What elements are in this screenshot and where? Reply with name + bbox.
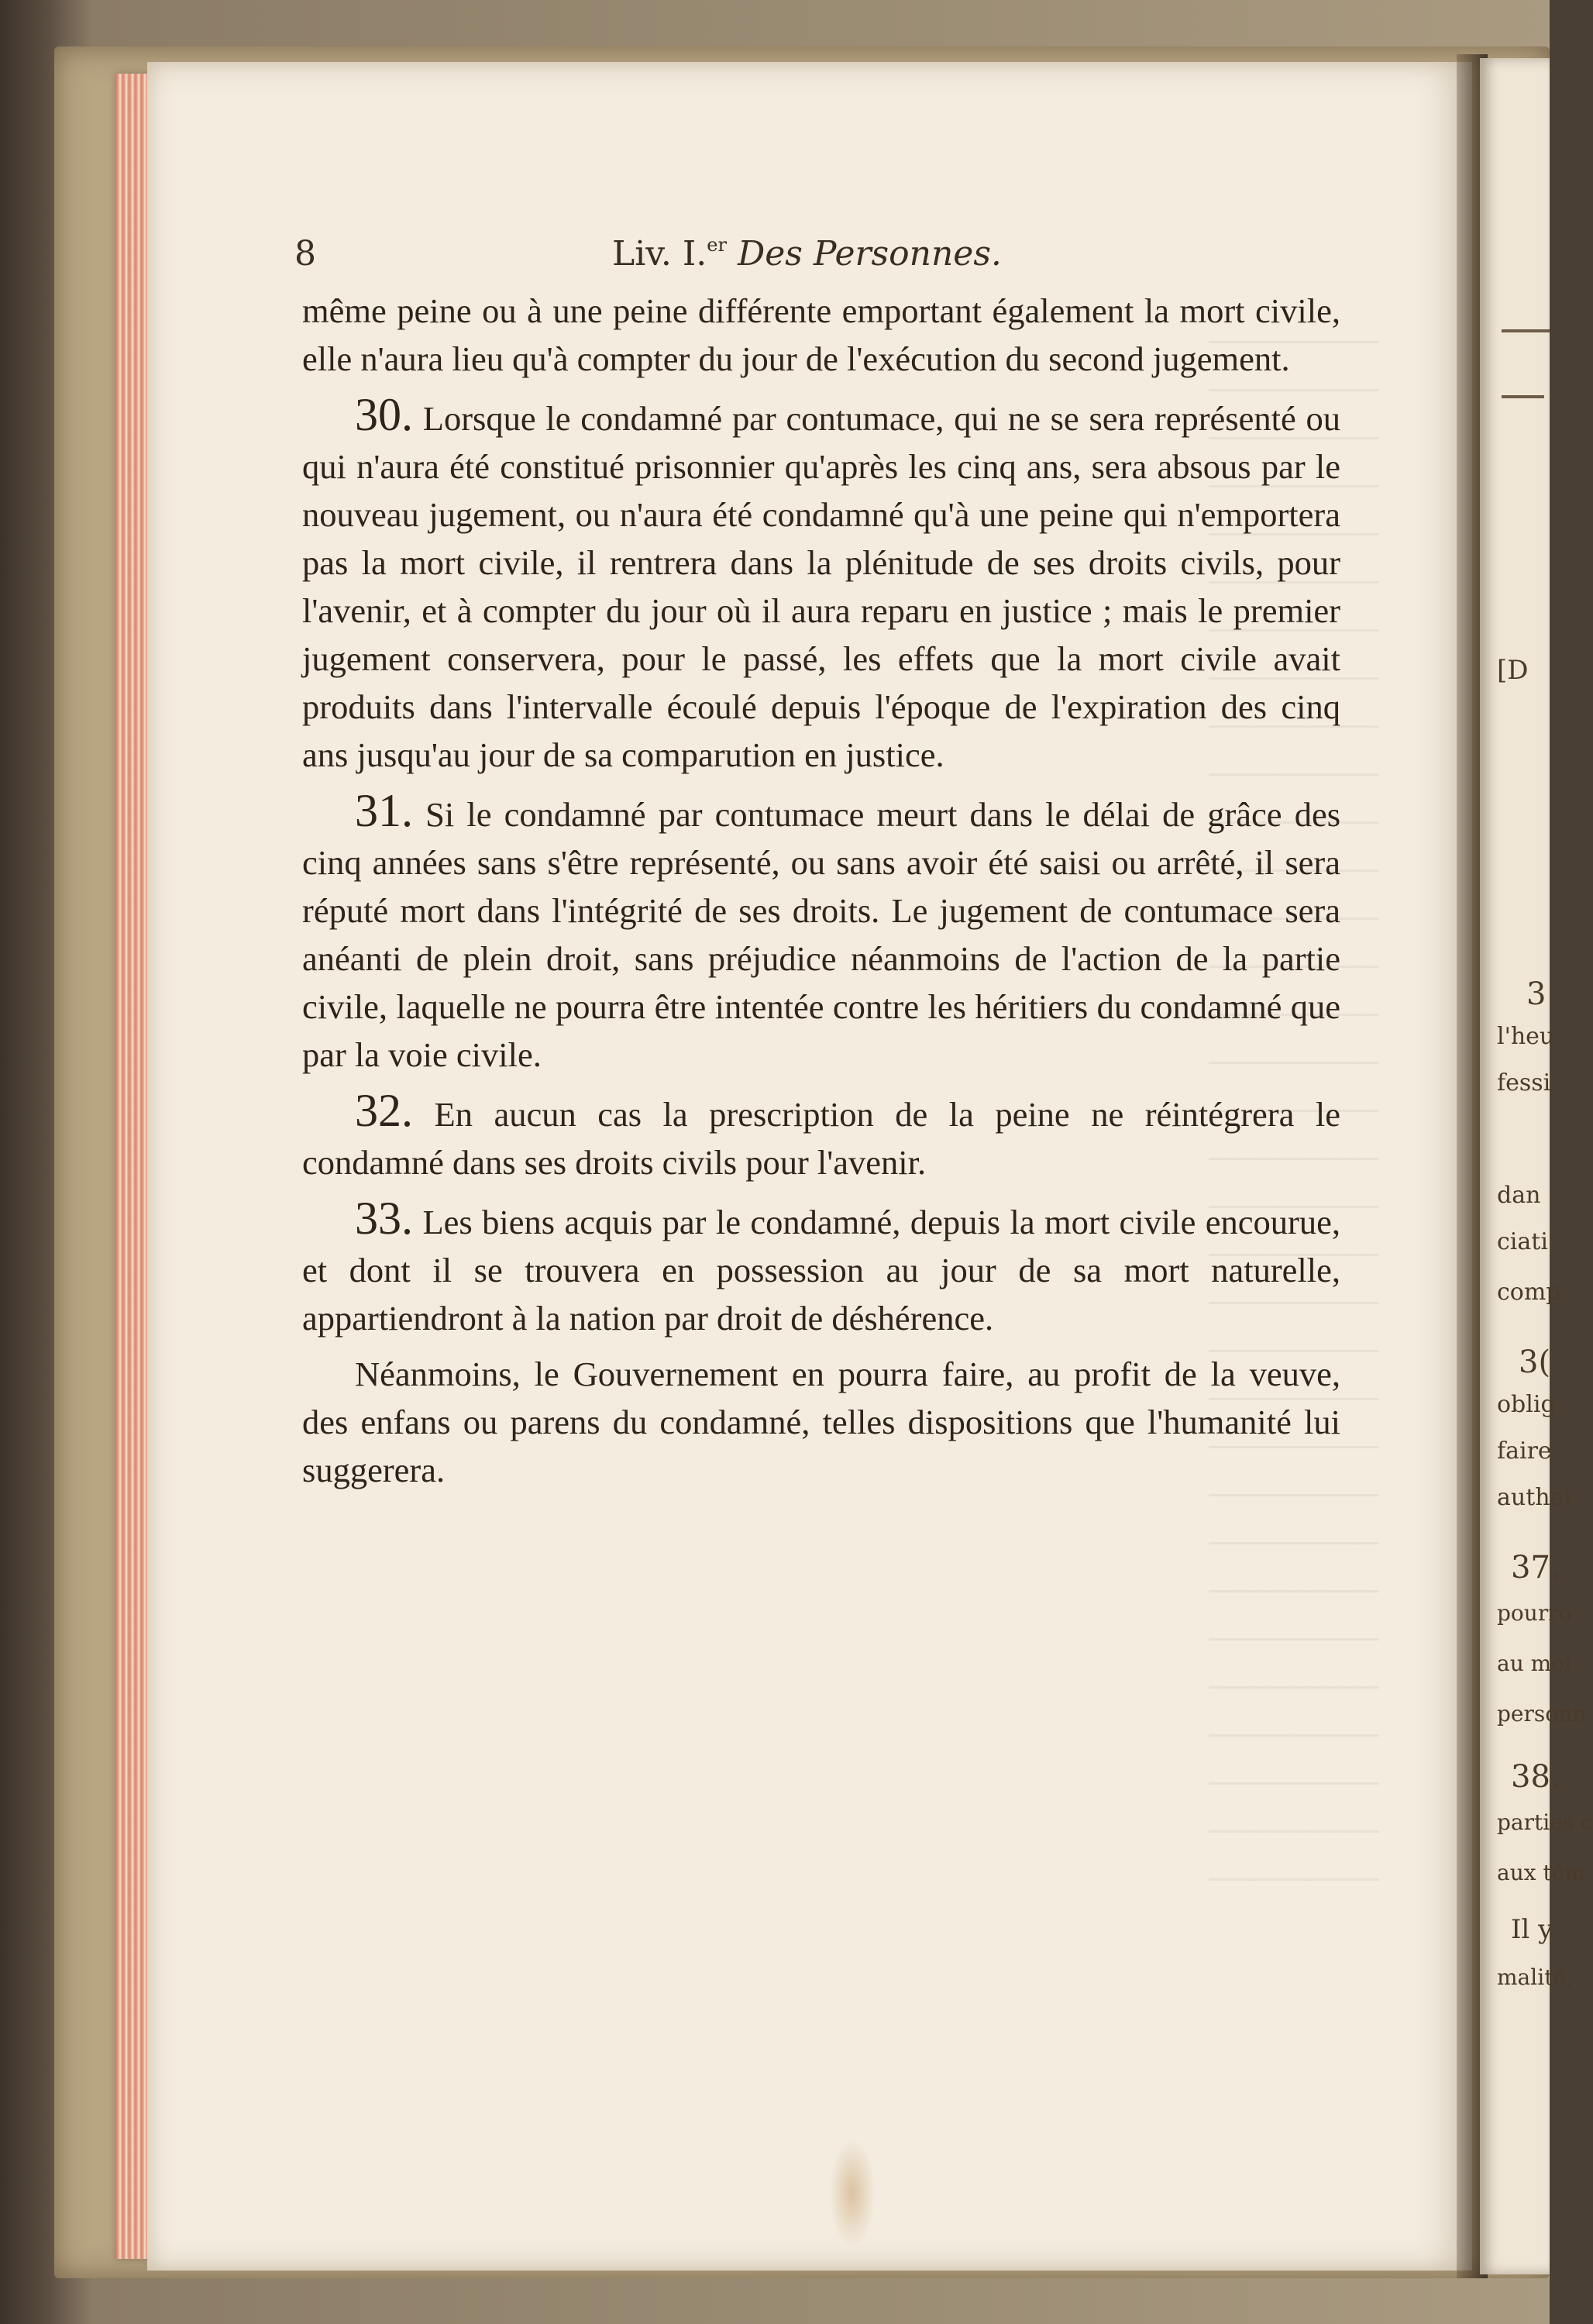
article-33 xyxy=(302,1194,1340,1342)
facing-text: 3( xyxy=(1519,1344,1551,1380)
article-number: 32. xyxy=(355,1085,413,1136)
body-text xyxy=(302,287,1340,1502)
facing-text: malité, xyxy=(1497,1964,1573,1990)
facing-text: [D xyxy=(1497,655,1529,686)
facing-text: faire xyxy=(1497,1437,1552,1465)
paragraph-text: Néanmoins, le Gouvernement en pourra faire, au profit de la veuve, des enfans ou parens du condamné, telles dispositions que l'humanité lui suggerera. xyxy=(302,1355,1340,1489)
facing-text: authei xyxy=(1497,1484,1571,1511)
facing-text: aux tém xyxy=(1497,1860,1585,1885)
facing-text: oblig xyxy=(1497,1391,1556,1418)
facing-text: parties c xyxy=(1497,1809,1593,1835)
facing-text: 37. xyxy=(1511,1550,1560,1585)
facing-text: 38. xyxy=(1511,1759,1560,1795)
article-33-second-paragraph xyxy=(302,1350,1340,1494)
paragraph-continuation xyxy=(302,287,1340,383)
paper-stain xyxy=(829,2139,876,2247)
page-number: 8 xyxy=(294,234,316,274)
facing-text: au moi xyxy=(1497,1651,1571,1676)
paragraph-text: Les biens acquis par le condamné, depuis la mort civile encourue, et dont il se trouvera en possession au jour de sa mort naturelle, appartiendront à la nation par droit de déshérence. xyxy=(302,1203,1340,1338)
paragraph-text: Si le condamné par contumace meurt dans le délai de grâce des cinq années sans s'être représenté, ou sans avoir été saisi ou arrêté, il sera réputé mort dans l'intégrité de ses droits. Le jugement de contumace sera anéanti de plein droit, sans préjudice néanmoins de l'action de la partie civile, laquelle ne pourra être intentée contre les héritiers du condamné que par la voie civile. xyxy=(302,795,1341,1074)
facing-text: Il y xyxy=(1511,1914,1553,1945)
paragraph-text: En aucun cas la prescription de la peine ne réintégrera le condamné dans ses droits civils pour l'avenir. xyxy=(302,1095,1340,1182)
running-head xyxy=(294,234,1333,281)
article-32 xyxy=(302,1086,1340,1186)
article-number: 30. xyxy=(355,389,413,440)
facing-text: fessi xyxy=(1497,1069,1551,1097)
article-number: 31. xyxy=(355,785,413,836)
facing-rule xyxy=(1502,395,1544,398)
paragraph-text: Lorsque le condamné par contumace, qui ne se sera représenté ou qui n'aura été constitué prisonnier qu'après les cinq ans, sera absous par le nouveau jugement, ou n'aura été condamné qu'à une peine qui n'emportera pas la mort civile, il rentrera dans la plénitude de ses droits civils, pour l'avenir, et à compter du jour où il aura reparu en justice ; mais le premier jugement conservera, pour le passé, les effets que la mort civile avait produits dans l'intervalle écoulé depuis l'époque de l'expiration des cinq ans jusqu'au jour de sa comparution en justice. xyxy=(302,399,1340,774)
facing-page xyxy=(1480,58,1593,2274)
facing-text: 3 xyxy=(1526,976,1547,1012)
facing-rule xyxy=(1502,329,1550,332)
header-superscript: er xyxy=(707,234,727,256)
facing-text: personn xyxy=(1497,1701,1587,1727)
header-prefix: Liv. I. xyxy=(612,234,707,274)
article-31 xyxy=(302,787,1340,1079)
article-30 xyxy=(302,391,1340,779)
header-italic-title: Des Personnes. xyxy=(737,234,1002,274)
facing-text: dan xyxy=(1497,1182,1541,1209)
facing-text: l'heu xyxy=(1497,1023,1555,1050)
facing-text: pourro xyxy=(1497,1600,1572,1626)
article-number: 33. xyxy=(355,1193,413,1244)
facing-text: comp xyxy=(1497,1279,1561,1306)
page-header-title xyxy=(612,234,1002,274)
facing-text: ciati xyxy=(1497,1228,1548,1255)
paragraph-text: même peine ou à une peine différente emportant également la mort civile, elle n'aura lieu qu'à compter du jour de l'exécution du second jugement. xyxy=(302,291,1340,378)
